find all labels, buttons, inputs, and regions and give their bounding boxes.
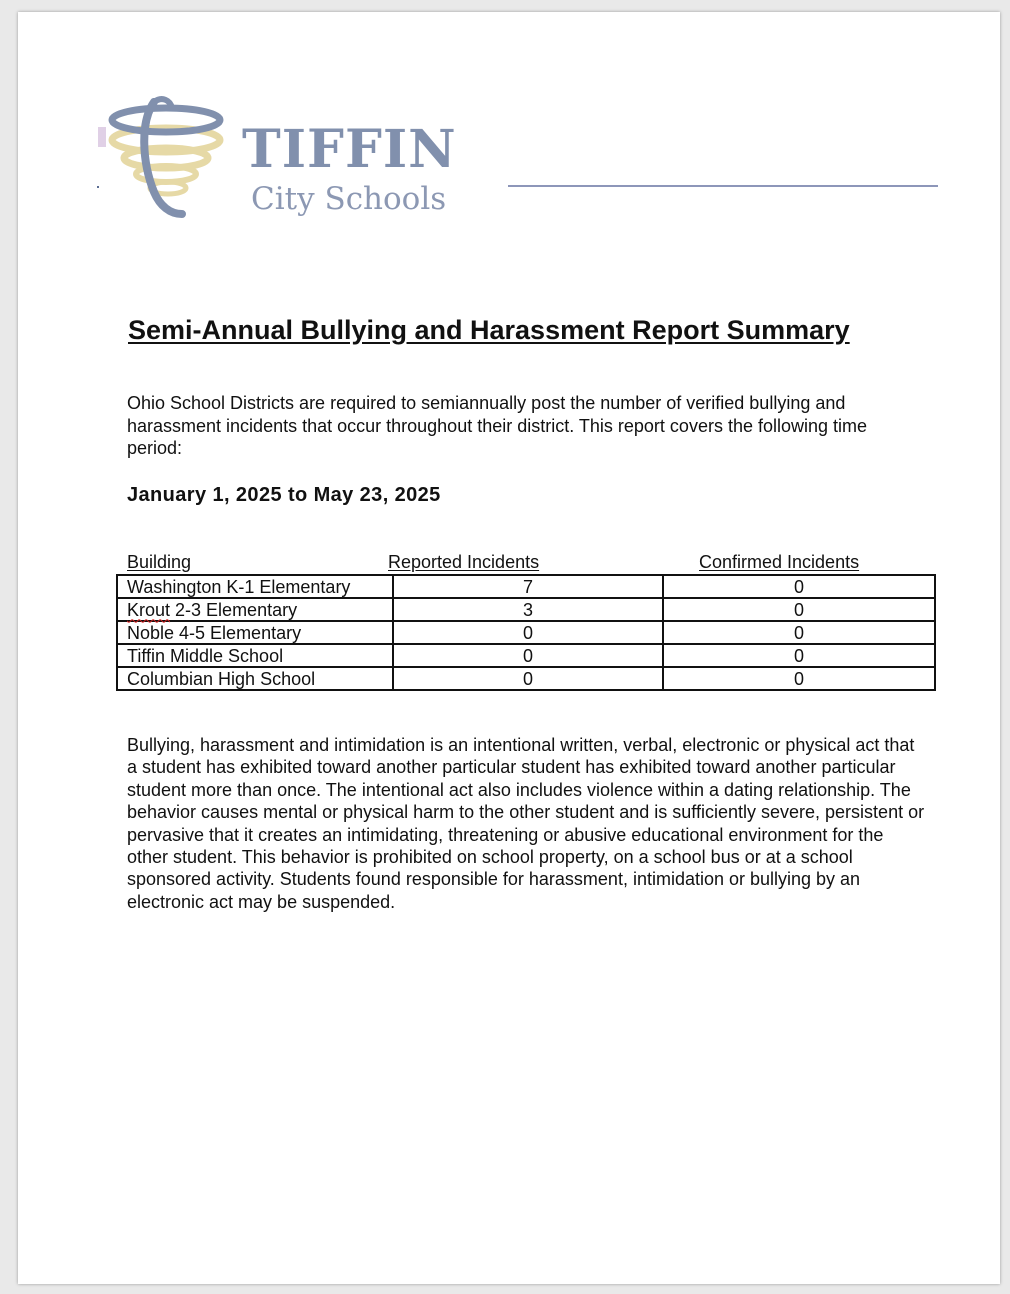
building-cell: Tiffin Middle School [117,644,393,667]
reported-cell: 0 [393,621,663,644]
column-header-building: Building [127,552,192,572]
reported-cell: 0 [393,644,663,667]
intro-paragraph: Ohio School Districts are required to semiannually post the number of verified bullying and harassment incidents that occur throughout their district. This report covers the following time period: [127,393,868,458]
table-row [117,644,935,667]
confirmed-cell: 0 [663,621,935,644]
confirmed-cell: 0 [663,575,935,598]
table-row [117,621,935,644]
table-row [117,598,935,621]
report-period: January 1, 2025 to May 23, 2025 [127,484,441,506]
column-header-confirmed: Confirmed Incidents [699,552,860,572]
reported-cell: 3 [393,598,663,621]
document-page [18,12,1000,1284]
logo-subtitle: City Schools [251,181,447,217]
tornado-icon [96,92,236,222]
spellcheck-flagged-word: Krout [127,599,171,620]
building-cell: Columbian High School [117,667,393,690]
logo-title: TIFFIN [242,119,457,180]
column-header-reported: Reported Incidents [388,552,540,572]
confirmed-cell: 0 [663,667,935,690]
definition-paragraph: Bullying, harassment and intimidation is an intentional written, verbal, electronic or physical act that a student has exhibited toward another particular student has exhibited toward another particular student more than once. The intentional act also includes violence within a dating relationship. The behavior causes mental or physical harm to the other student and is sufficiently severe, persistent or pervasive that it creates an intimidating, threatening or abusive educational environment for the other student. This behavior is prohibited on school property, on a school bus or at a school sponsored activity. Students found responsible for harassment, intimidation or bullying by an electronic act may be suspended. [127,735,925,912]
building-cell: Washington K-1 Elementary [117,575,393,598]
reported-cell: 7 [393,575,663,598]
table-row [117,667,935,690]
building-cell [117,598,393,621]
confirmed-cell: 0 [663,598,935,621]
table-row [117,575,935,598]
reported-cell: 0 [393,667,663,690]
district-logo [96,92,496,232]
confirmed-cell: 0 [663,644,935,667]
report-title: Semi-Annual Bullying and Harassment Report Summary [128,315,850,345]
header-rule [508,185,938,187]
building-cell: Noble 4-5 Elementary [117,621,393,644]
incidents-table [116,574,936,691]
building-name-rest: 2-3 Elementary [170,599,298,620]
